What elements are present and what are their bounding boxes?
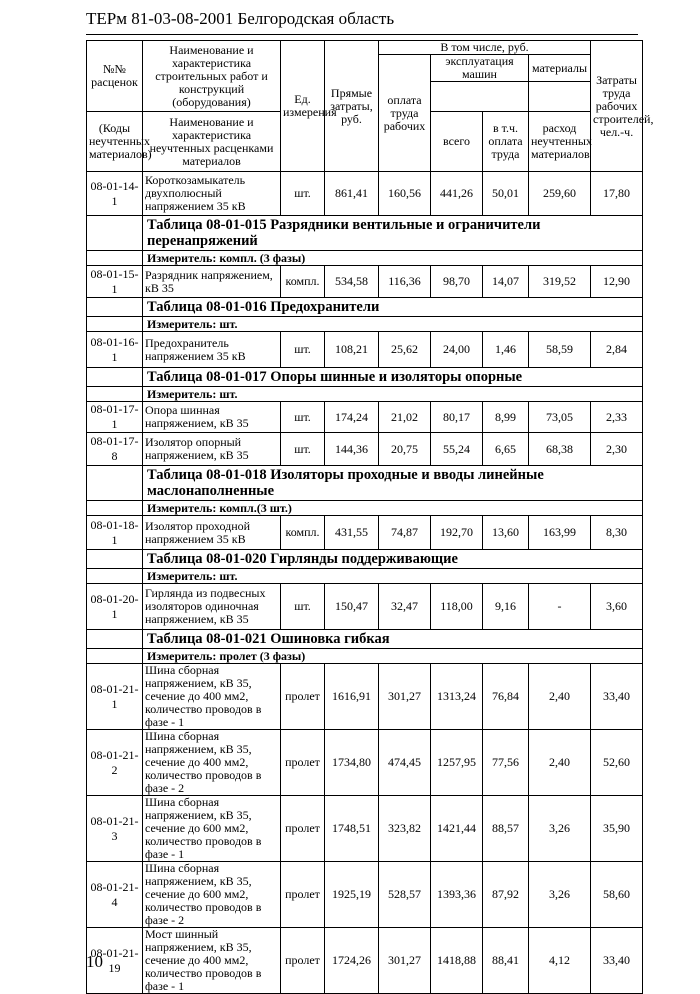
section-measure: Измеритель: шт. [143,569,643,584]
table-row [87,928,643,994]
rate-code: 08-01-18-1 [87,516,143,550]
unit-cell: компл. [281,516,325,550]
wages-cost: 116,36 [379,266,431,298]
section-gap [87,216,143,251]
labor-cost: 33,40 [591,664,643,730]
section-gap [87,298,143,317]
col-unaccounted-header: расход неучтенных материалов [529,112,591,172]
unit-cell: пролет [281,862,325,928]
work-name: Разрядник напряжением, кВ 35 [143,266,281,298]
section-gap [87,550,143,569]
machines-wages: 88,57 [483,796,529,862]
machines-total: 192,70 [431,516,483,550]
section-measure: Измеритель: пролет (3 фазы) [143,649,643,664]
col-materials-header: материалы [529,55,591,82]
col-labor-header: Затраты труда рабочих строителей, чел.-ч. [591,41,643,172]
table-row [87,433,643,466]
materials-cost: 4,12 [529,928,591,994]
wages-cost: 25,62 [379,332,431,368]
machines-total: 55,24 [431,433,483,466]
direct-cost: 1616,91 [325,664,379,730]
table-row [87,402,643,433]
direct-cost: 144,36 [325,433,379,466]
section-measure: Измеритель: шт. [143,317,643,332]
col-name2-header: Наименование и характеристика неучтенных расценками материалов [143,112,281,172]
table-row [87,730,643,796]
machines-wages: 87,92 [483,862,529,928]
col-name-header: Наименование и характеристика строительных работ и конструкций (оборудования) [143,41,281,112]
machines-wages: 9,16 [483,584,529,630]
materials-cost: - [529,584,591,630]
col-mach-total-header: всего [431,112,483,172]
table-row [87,172,643,216]
document-title: ТЕРм 81-03-08-2001 Белгородская область [86,9,395,28]
section-title: Таблица 08-01-017 Опоры шинные и изоляторы опорные [143,368,643,387]
wages-cost: 21,02 [379,402,431,433]
section-gap [87,466,143,501]
machines-total: 24,00 [431,332,483,368]
work-name: Гирлянда из подвесных изоляторов одиночная напряжением, кВ 35 [143,584,281,630]
wages-cost: 474,45 [379,730,431,796]
table-row [87,332,643,368]
work-name: Изолятор проходной напряжением 35 кВ [143,516,281,550]
machines-total: 98,70 [431,266,483,298]
machines-wages: 1,46 [483,332,529,368]
work-name: Опора шинная напряжением, кВ 35 [143,402,281,433]
col-machines-header: эксплуатация машин [431,55,529,82]
direct-cost: 431,55 [325,516,379,550]
wages-cost: 160,56 [379,172,431,216]
direct-cost: 174,24 [325,402,379,433]
rate-code: 08-01-14-1 [87,172,143,216]
wages-cost: 20,75 [379,433,431,466]
machines-total: 1421,44 [431,796,483,862]
col-incl-header: В том числе, руб. [379,41,591,55]
rate-code: 08-01-21-2 [87,730,143,796]
machines-total: 1313,24 [431,664,483,730]
machines-wages: 6,65 [483,433,529,466]
work-name: Предохранитель напряжением 35 кВ [143,332,281,368]
table-row [87,516,643,550]
materials-cost: 2,40 [529,730,591,796]
col-mach-wages-header: в т.ч. оплата труда [483,112,529,172]
rates-table [86,40,654,994]
work-name: Шина сборная напряжением, кВ 35, сечение до 600 мм2, количество проводов в фазе - 2 [143,862,281,928]
col-direct-header: Прямые затраты, руб. [325,41,379,172]
labor-cost: 8,30 [591,516,643,550]
work-name: Изолятор опорный напряжением, кВ 35 [143,433,281,466]
work-name: Шина сборная напряжением, кВ 35, сечение до 400 мм2, количество проводов в фазе - 2 [143,730,281,796]
labor-cost: 17,80 [591,172,643,216]
wages-cost: 74,87 [379,516,431,550]
table-row [87,584,643,630]
labor-cost: 2,33 [591,402,643,433]
direct-cost: 1748,51 [325,796,379,862]
materials-cost: 58,59 [529,332,591,368]
labor-cost: 52,60 [591,730,643,796]
unit-cell: компл. [281,266,325,298]
wages-cost: 301,27 [379,664,431,730]
machines-total: 1418,88 [431,928,483,994]
section-gap [87,501,143,516]
rate-code: 08-01-20-1 [87,584,143,630]
wages-cost: 301,27 [379,928,431,994]
work-name: Мост шинный напряжением, кВ 35, сечение до 400 мм2, количество проводов в фазе - 1 [143,928,281,994]
materials-cost: 259,60 [529,172,591,216]
materials-cost: 3,26 [529,862,591,928]
direct-cost: 1724,26 [325,928,379,994]
unit-cell: пролет [281,664,325,730]
section-gap [87,649,143,664]
work-name: Короткозамыкатель двухполюсный напряжением 35 кВ [143,172,281,216]
section-gap [87,387,143,402]
unit-cell: пролет [281,796,325,862]
section-title: Таблица 08-01-015 Разрядники вентильные и ограничители перенапряжений [143,216,643,251]
direct-cost: 108,21 [325,332,379,368]
col-unit-header: Ед. измерения [281,41,325,172]
section-title: Таблица 08-01-018 Изоляторы проходные и вводы линейные маслонаполненные [143,466,643,501]
table-row [87,796,643,862]
materials-cost: 68,38 [529,433,591,466]
direct-cost: 1925,19 [325,862,379,928]
machines-total: 1393,36 [431,862,483,928]
rate-code: 08-01-21-4 [87,862,143,928]
table-row [87,266,643,298]
materials-cost: 2,40 [529,664,591,730]
machines-total: 441,26 [431,172,483,216]
section-gap [87,368,143,387]
rate-code: 08-01-17-8 [87,433,143,466]
wages-cost: 323,82 [379,796,431,862]
col-code2-header: (Коды неучтенных материалов) [87,112,143,172]
labor-cost: 58,60 [591,862,643,928]
wages-cost: 528,57 [379,862,431,928]
col-machines-spacer [431,82,529,112]
col-materials-spacer [529,82,591,112]
section-title: Таблица 08-01-020 Гирлянды поддерживающие [143,550,643,569]
direct-cost: 150,47 [325,584,379,630]
section-measure: Измеритель: компл. (3 фазы) [143,251,643,266]
section-measure: Измеритель: шт. [143,387,643,402]
direct-cost: 861,41 [325,172,379,216]
rates-table-body [87,40,654,994]
materials-cost: 319,52 [529,266,591,298]
machines-total: 1257,95 [431,730,483,796]
rate-code: 08-01-17-1 [87,402,143,433]
section-gap [87,317,143,332]
materials-cost: 3,26 [529,796,591,862]
direct-cost: 1734,80 [325,730,379,796]
machines-total: 118,00 [431,584,483,630]
work-name: Шина сборная напряжением, кВ 35, сечение до 400 мм2, количество проводов в фазе - 1 [143,664,281,730]
labor-cost: 12,90 [591,266,643,298]
col-wages-header: оплата труда рабочих [379,55,431,172]
unit-cell: шт. [281,332,325,368]
unit-cell: шт. [281,402,325,433]
machines-wages: 14,07 [483,266,529,298]
rate-code: 08-01-16-1 [87,332,143,368]
labor-cost: 2,84 [591,332,643,368]
unit-cell: пролет [281,730,325,796]
labor-cost: 35,90 [591,796,643,862]
rate-code: 08-01-21-3 [87,796,143,862]
labor-cost: 3,60 [591,584,643,630]
table-row [87,664,643,730]
materials-cost: 73,05 [529,402,591,433]
rate-code: 08-01-21-19 [87,928,143,994]
wages-cost: 32,47 [379,584,431,630]
machines-wages: 88,41 [483,928,529,994]
unit-cell: шт. [281,172,325,216]
col-code-header: №№ расценок [87,41,143,112]
materials-cost: 163,99 [529,516,591,550]
labor-cost: 33,40 [591,928,643,994]
labor-cost: 2,30 [591,433,643,466]
section-gap [87,569,143,584]
section-gap [87,630,143,649]
work-name: Шина сборная напряжением, кВ 35, сечение до 600 мм2, количество проводов в фазе - 1 [143,796,281,862]
section-gap [87,251,143,266]
page-number: 10 [86,952,103,971]
section-title: Таблица 08-01-021 Ошиновка гибкая [143,630,643,649]
section-title: Таблица 08-01-016 Предохранители [143,298,643,317]
unit-cell: шт. [281,433,325,466]
rate-code: 08-01-21-1 [87,664,143,730]
machines-wages: 50,01 [483,172,529,216]
machines-total: 80,17 [431,402,483,433]
machines-wages: 76,84 [483,664,529,730]
machines-wages: 8,99 [483,402,529,433]
unit-cell: шт. [281,584,325,630]
page-header [86,6,638,35]
machines-wages: 13,60 [483,516,529,550]
direct-cost: 534,58 [325,266,379,298]
table-row [87,862,643,928]
rate-code: 08-01-15-1 [87,266,143,298]
section-measure: Измеритель: компл.(3 шт.) [143,501,643,516]
unit-cell: пролет [281,928,325,994]
machines-wages: 77,56 [483,730,529,796]
